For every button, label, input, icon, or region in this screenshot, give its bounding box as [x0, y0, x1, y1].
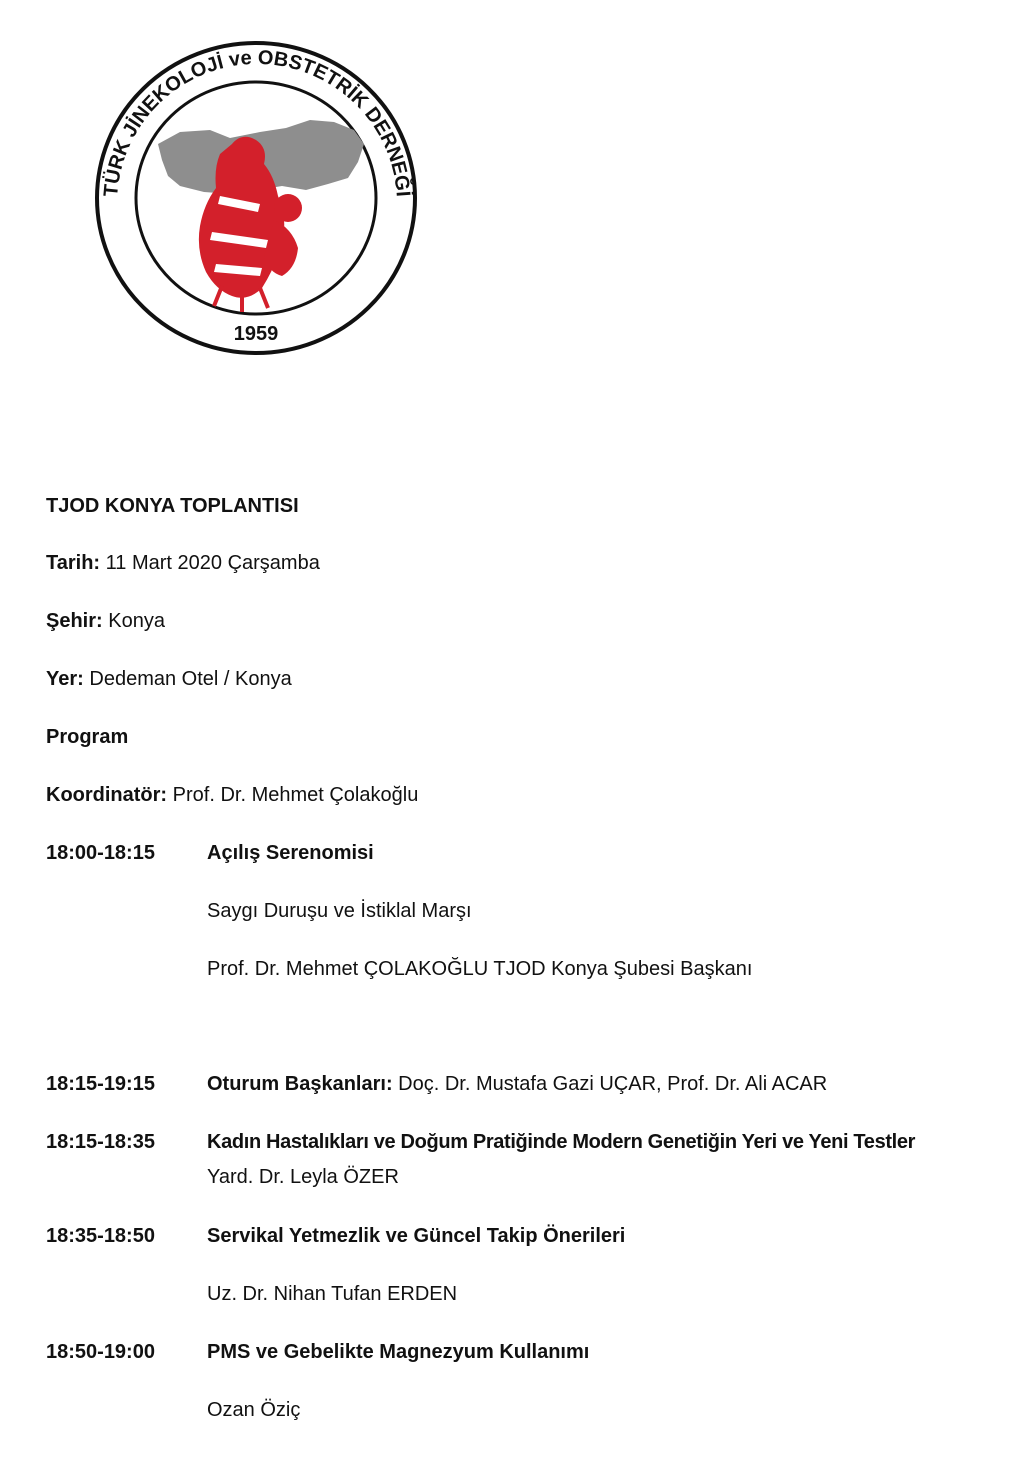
- coordinator-label: Koordinatör:: [46, 784, 168, 806]
- session-speaker: Yard. Dr. Leyla ÖZER: [207, 1166, 399, 1188]
- session-title: Kadın Hastalıkları ve Doğum Pratiğinde Modern Genetiğin Yeri ve Yeni Testler: [207, 1131, 916, 1153]
- venue-label: Yer:: [46, 668, 84, 690]
- session-detail: Saygı Duruşu ve İstiklal Marşı: [207, 900, 472, 922]
- logo-ring-text: TÜRK JİNEKOLOJİ ve OBSTETRİK DERNEĞİ: [100, 46, 414, 198]
- city-value: Konya: [108, 610, 165, 632]
- session-title: Açılış Serenomisi: [207, 842, 374, 864]
- meeting-title: TJOD KONYA TOPLANTISI: [46, 495, 299, 517]
- session-title: PMS ve Gebelikte Magnezyum Kullanımı: [207, 1341, 590, 1363]
- coordinator-row: [46, 783, 418, 807]
- coordinator-value: Prof. Dr. Mehmet Çolakoğlu: [172, 784, 419, 806]
- city-row: [46, 609, 165, 633]
- session-time: 18:00-18:15: [46, 842, 155, 864]
- session-chairs-label: Oturum Başkanları:: [207, 1073, 393, 1095]
- session-time: 18:15-18:35: [46, 1131, 155, 1153]
- venue-row: [46, 667, 292, 691]
- date-row: [46, 551, 320, 575]
- logo-year: 1959: [233, 323, 279, 345]
- session-time: 18:50-19:00: [46, 1341, 155, 1363]
- tjod-logo: [92, 36, 420, 356]
- session-time: 18:15-19:15: [46, 1073, 155, 1095]
- session-chairs-value: Doç. Dr. Mustafa Gazi UÇAR, Prof. Dr. Ali ACAR: [398, 1073, 828, 1095]
- session-speaker: Prof. Dr. Mehmet ÇOLAKOĞLU TJOD Konya Şubesi Başkanı: [207, 958, 753, 980]
- session-speaker: Uz. Dr. Nihan Tufan ERDEN: [207, 1283, 458, 1305]
- logo-emblem: [92, 36, 420, 356]
- session-chairs-row: [207, 1072, 827, 1096]
- program-heading: Program: [46, 726, 129, 748]
- session-time: 18:35-18:50: [46, 1225, 155, 1247]
- session-speaker: Ozan Öziç: [207, 1399, 301, 1421]
- date-value: 11 Mart 2020 Çarşamba: [105, 552, 320, 574]
- date-label: Tarih:: [46, 552, 101, 574]
- city-label: Şehir:: [46, 610, 103, 632]
- venue-value: Dedeman Otel / Konya: [89, 668, 292, 690]
- session-title: Servikal Yetmezlik ve Güncel Takip Önerileri: [207, 1225, 626, 1247]
